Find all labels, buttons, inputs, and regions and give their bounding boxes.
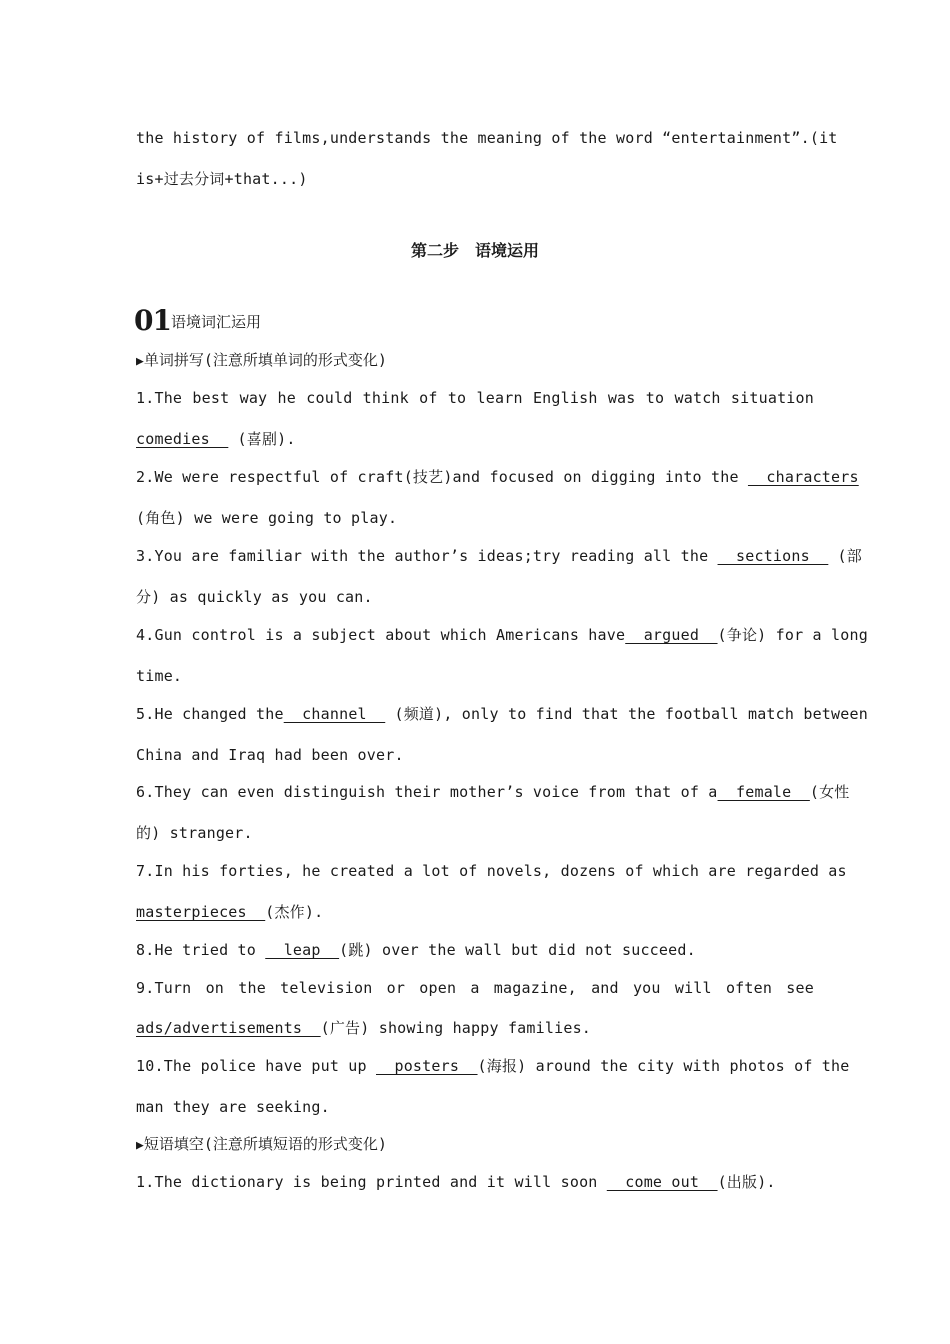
item-3-line-1: 3.You are familiar with the author’s ideas;try reading all the sections (部	[136, 547, 862, 565]
answer-2: characters	[747, 468, 859, 486]
item-10-line-1: 10.The police have put up posters (海报) around the city with photos of the	[136, 1057, 850, 1075]
phrase-item-1-line-1: 1.The dictionary is being printed and it will soon come out (出版).	[136, 1173, 776, 1191]
answer-1: comedies	[136, 430, 229, 448]
answer-5: channel	[283, 705, 386, 723]
answer-9: ads/advertisements	[136, 1019, 321, 1037]
answer-3: sections	[717, 547, 829, 565]
section-title: 语境词汇运用	[170, 313, 261, 331]
item-4-line-1: 4.Gun control is a subject about which Americans have argued (争论) for a long	[136, 626, 868, 644]
section-number: 01	[134, 304, 171, 337]
answer-7: masterpieces	[136, 903, 266, 921]
item-9-line-1: 9.Turn on the television or open a magazine, and you will often see	[136, 979, 814, 997]
part1-header	[136, 350, 387, 372]
triangle-marker-icon: ▶	[136, 354, 144, 369]
section-heading	[134, 304, 261, 337]
item-8-line-1: 8.He tried to leap (跳) over the wall but did not succeed.	[136, 941, 696, 959]
intro-line-2: is+过去分词+that...)	[136, 170, 308, 188]
item-10-line-2: man they are seeking.	[136, 1098, 330, 1116]
answer-4: argued	[625, 626, 718, 644]
item-1-line-2: comedies (喜剧).	[136, 430, 296, 448]
part1-header-text: 单词拼写(注意所填单词的形式变化)	[143, 351, 387, 369]
item-9-line-2: ads/advertisements (广告) showing happy families.	[136, 1019, 592, 1037]
answer-6: female	[717, 783, 810, 801]
item-2-line-2: (角色) we were going to play.	[136, 509, 398, 527]
item-1-line-1: 1.The best way he could think of to learn English was to watch situation	[136, 389, 814, 407]
item-7-line-1: 7.In his forties, he created a lot of novels, dozens of which are regarded as	[136, 862, 847, 880]
triangle-marker-icon: ▶	[136, 1138, 144, 1153]
item-6-line-1: 6.They can even distinguish their mother’s voice from that of a female (女性	[136, 783, 850, 801]
answer-8: leap	[265, 941, 340, 959]
answer-10: posters	[376, 1057, 478, 1075]
intro-line-1: the history of films,understands the meaning of the word “entertainment”.(it	[136, 129, 838, 147]
part2-header	[136, 1134, 387, 1156]
phrase-answer-1: come out	[606, 1173, 718, 1191]
item-3-line-2: 分) as quickly as you can.	[136, 588, 373, 606]
item-7-line-2: masterpieces (杰作).	[136, 903, 324, 921]
item-6-line-2: 的) stranger.	[136, 824, 253, 842]
item-5-line-1: 5.He changed the channel (频道), only to find that the football match between	[136, 705, 868, 723]
part2-header-text: 短语填空(注意所填短语的形式变化)	[143, 1135, 387, 1153]
item-5-line-2: China and Iraq had been over.	[136, 746, 404, 764]
item-2-line-1: 2.We were respectful of craft(技艺)and focused on digging into the characters	[136, 468, 859, 486]
item-4-line-2: time.	[136, 667, 183, 685]
step-title: 第二步 语境运用	[410, 241, 539, 260]
